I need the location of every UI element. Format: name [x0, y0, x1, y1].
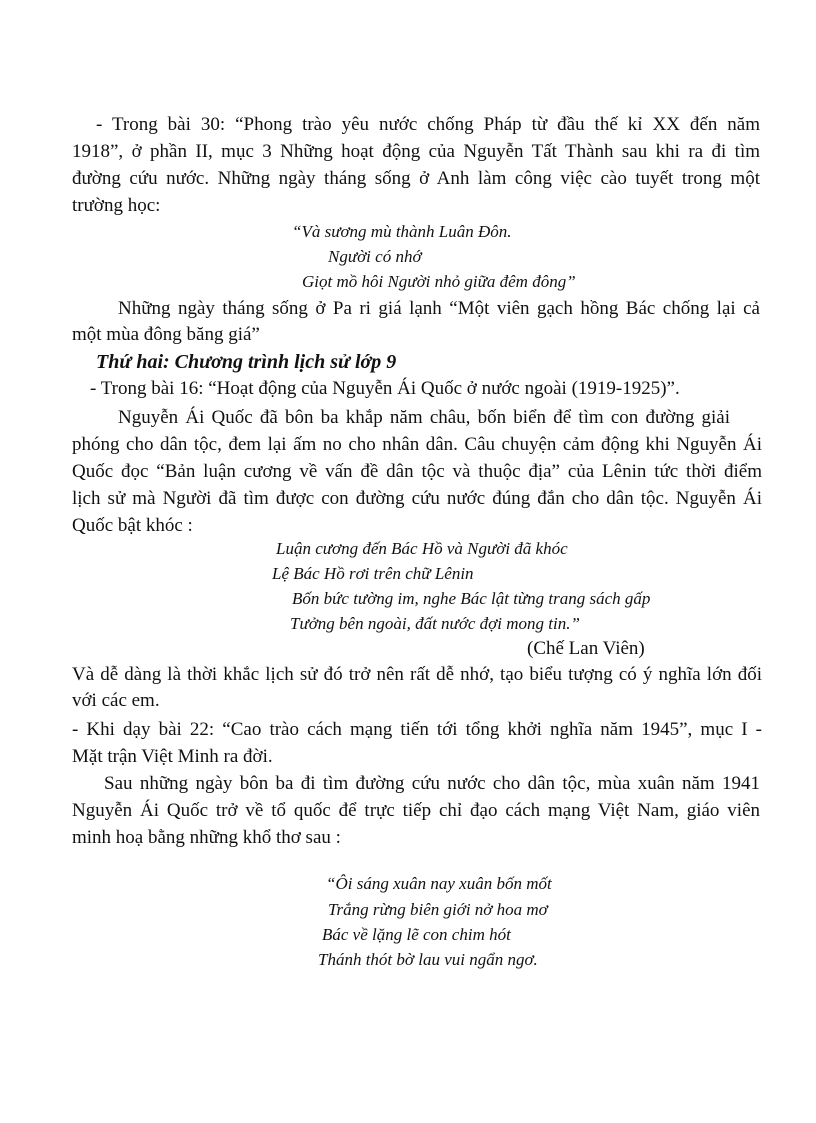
poem-line: “Ôi sáng xuân nay xuân bốn mốt [326, 874, 552, 893]
poem-line: Lệ Bác Hồ rơi trên chữ Lênin [272, 564, 474, 583]
poem-line: Tưởng bên ngoài, đất nước đợi mong tin.” [290, 614, 580, 633]
paragraph-line: minh hoạ bằng những khổ thơ sau : [72, 827, 341, 848]
paragraph-line: Nguyễn Ái Quốc đã bôn ba khắp năm châu, bốn biển để tìm con đường giải [118, 407, 730, 428]
paragraph-line: Sau những ngày bôn ba đi tìm đường cứu nước cho dân tộc, mùa xuân năm 1941 [104, 773, 760, 794]
paragraph-line: phóng cho dân tộc, đem lại ấm no cho nhân dân. Câu chuyện cảm động khi Nguyễn Ái [72, 434, 762, 455]
poem-line: “Và sương mù thành Luân Đôn. [292, 222, 512, 241]
paragraph-line: với các em. [72, 690, 160, 711]
paragraph-line: Nguyễn Ái Quốc trở về tổ quốc để trực tiếp chỉ đạo cách mạng Việt Nam, giáo viên [72, 800, 760, 821]
poem-author: (Chế Lan Viên) [527, 638, 645, 659]
paragraph-line: - Trong bài 30: “Phong trào yêu nước chống Pháp từ đầu thế kỉ XX đến năm [96, 114, 760, 135]
paragraph-line: Và dễ dàng là thời khắc lịch sử đó trở nên rất dễ nhớ, tạo biểu tượng có ý nghĩa lớn đối [72, 664, 762, 685]
paragraph-line: một mùa đông băng giá” [72, 324, 260, 345]
paragraph-line: - Trong bài 16: “Hoạt động của Nguyễn Ái Quốc ở nước ngoài (1919-1925)”. [90, 378, 680, 399]
paragraph-line: Quốc đọc “Bản luận cương về vấn đề dân tộc và thuộc địa” của Lênin tức thời điểm [72, 461, 762, 482]
poem-line: Giọt mồ hôi Người nhỏ giữa đêm đông” [302, 272, 576, 291]
section-heading: Thứ hai: Chương trình lịch sử lớp 9 [96, 351, 397, 373]
poem-line: Người có nhớ [328, 247, 422, 266]
paragraph-line: 1918”, ở phần II, mục 3 Những hoạt động của Nguyễn Tất Thành sau khi ra đi tìm [72, 141, 760, 162]
poem-line: Trắng rừng biên giới nở hoa mơ [328, 900, 548, 919]
poem-line: Bác về lặng lẽ con chim hót [322, 925, 511, 944]
paragraph-line: đường cứu nước. Những ngày tháng sống ở Anh làm công việc cào tuyết trong một [72, 168, 760, 189]
paragraph-line: Mặt trận Việt Minh ra đời. [72, 746, 273, 767]
paragraph-line: trường học: [72, 195, 161, 216]
paragraph-line: Quốc bật khóc : [72, 515, 193, 536]
poem-line: Bốn bức tường im, nghe Bác lật từng trang sách gấp [292, 589, 651, 608]
paragraph-line: lịch sử mà Người đã tìm được con đường cứu nước đúng đắn cho dân tộc. Nguyễn Ái [72, 488, 762, 509]
poem-line: Luận cương đến Bác Hồ và Người đã khóc [276, 539, 568, 558]
paragraph-line: - Khi dạy bài 22: “Cao trào cách mạng tiến tới tổng khởi nghĩa năm 1945”, mục I - [72, 719, 762, 740]
poem-line: Thánh thót bờ lau vui ngẩn ngơ. [318, 950, 538, 969]
paragraph-line: Những ngày tháng sống ở Pa ri giá lạnh “Một viên gạch hồng Bác chống lại cả [118, 298, 760, 319]
